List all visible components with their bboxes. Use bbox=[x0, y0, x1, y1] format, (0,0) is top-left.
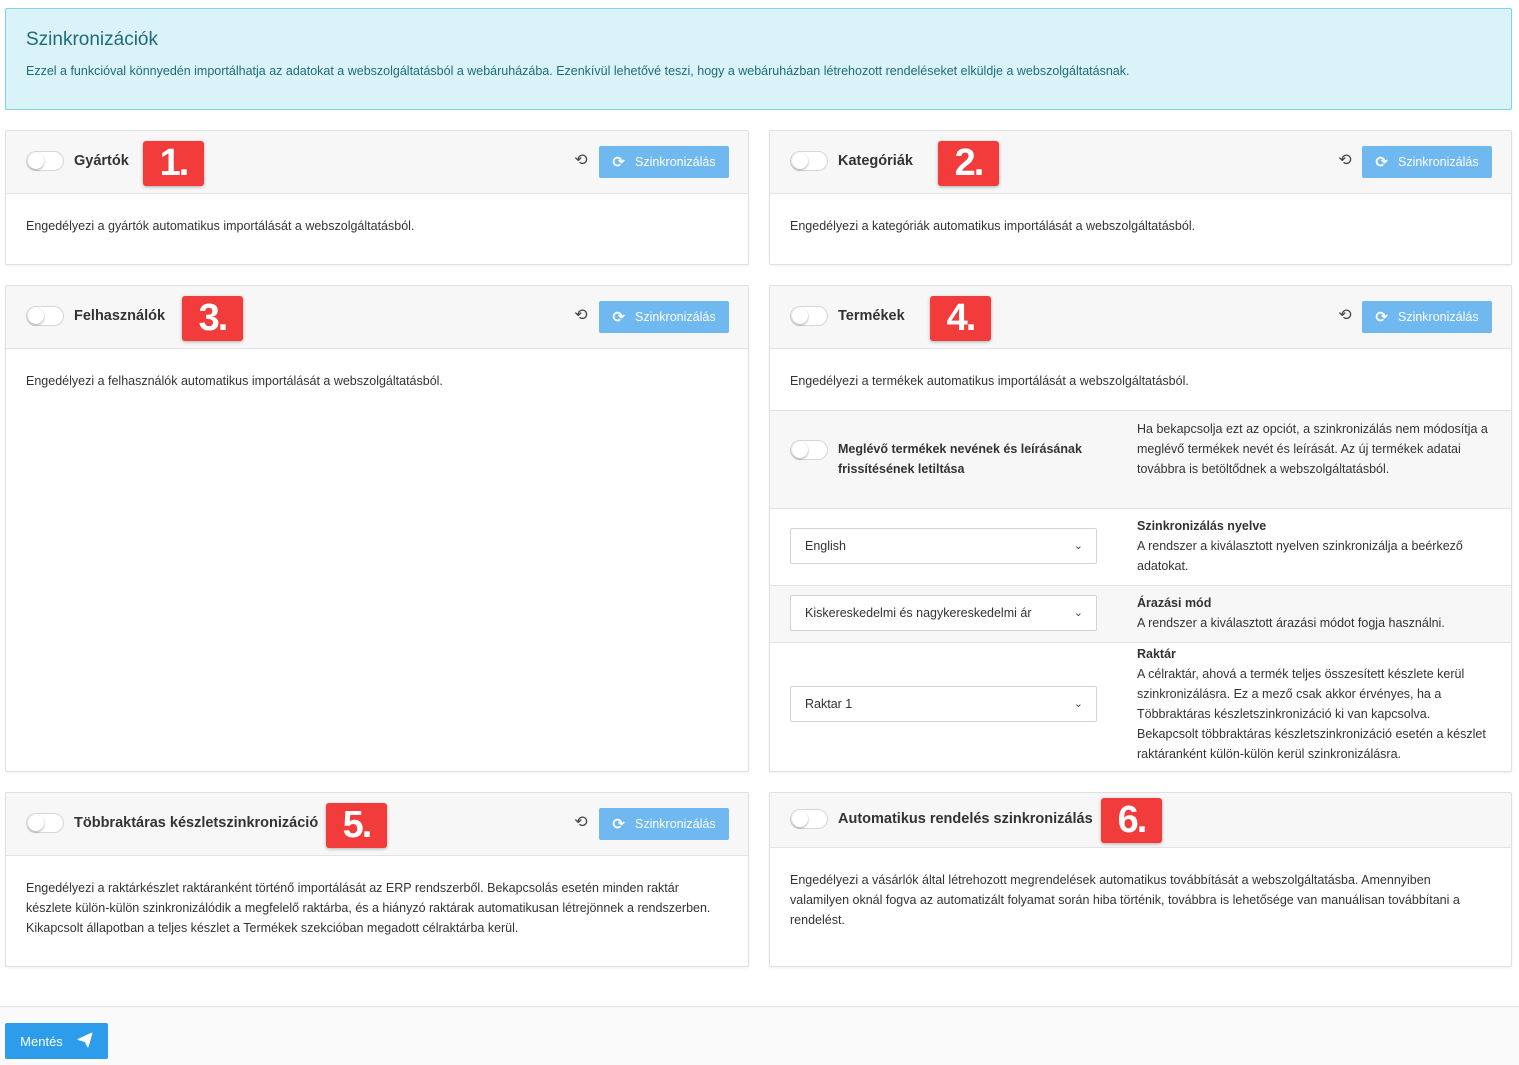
sync-button[interactable] bbox=[599, 146, 729, 178]
card-description: Engedélyezi a gyártók automatikus importálását a webszolgáltatásból. bbox=[26, 219, 415, 233]
card-auto-order bbox=[769, 792, 1512, 967]
card-multi-warehouse bbox=[5, 792, 749, 967]
sync-button-label: Szinkronizálás bbox=[634, 155, 716, 169]
pricing-title: Árazási mód bbox=[1137, 596, 1212, 610]
history-icon[interactable]: ⟲ bbox=[574, 307, 588, 324]
card-title: Termékek bbox=[838, 308, 905, 324]
pricing-select-value: Kiskereskedelmi és nagykereskedelmi ár bbox=[805, 606, 1032, 620]
sync-button[interactable] bbox=[599, 301, 729, 333]
disable-update-toggle[interactable] bbox=[790, 440, 828, 460]
warehouse-title: Raktár bbox=[1137, 647, 1176, 661]
warehouse-select[interactable] bbox=[790, 686, 1097, 722]
card-users bbox=[5, 285, 749, 772]
pricing-help-text: A rendszer a kiválasztott árazási módot fogja használni. bbox=[1137, 616, 1445, 630]
pricing-help bbox=[1137, 593, 1492, 633]
card-products bbox=[769, 285, 1512, 772]
refresh-icon: ⟳ bbox=[1375, 309, 1388, 326]
chevron-down-icon: ⌄ bbox=[1073, 540, 1083, 552]
products-toggle[interactable] bbox=[790, 306, 828, 326]
card-title: Többraktáras készletszinkronizáció bbox=[74, 815, 319, 831]
card-header bbox=[770, 131, 1511, 194]
language-title: Szinkronizálás nyelve bbox=[1137, 519, 1267, 533]
sync-button-label: Szinkronizálás bbox=[1397, 310, 1479, 324]
warehouse-select-value: Raktar 1 bbox=[805, 697, 853, 711]
disable-update-help: Ha bekapcsolja ezt az opciót, a szinkronizálás nem módosítja a meglévő termékek nevét és leírását. Az új termékek adatai továbbra is betöltődnek a webszolgáltatásból. bbox=[1137, 422, 1488, 476]
language-row bbox=[770, 508, 1511, 585]
page-title: Szinkronizációk bbox=[26, 29, 158, 50]
card-description: Engedélyezi a raktárkészlet raktáranként történő importálását az ERP rendszerből. Bekapcsolás esetén minden raktár készlete külön-külön szinkronizálódik a megfelelő raktárba, és a hiányzó raktárak automatikusan létrejönnek a rendszerben. Kikapcsolt állapotban a teljes készlet a Termékek szekcióban megadott célraktárba kerül. bbox=[26, 881, 711, 935]
card-description: Engedélyezi a felhasználók automatikus importálását a webszolgáltatásból. bbox=[26, 374, 443, 388]
save-button[interactable] bbox=[5, 1023, 108, 1059]
info-alert bbox=[5, 8, 1512, 110]
card-manufacturers bbox=[5, 130, 749, 265]
card-title: Kategóriák bbox=[838, 153, 913, 169]
step-badge: 5. bbox=[326, 803, 387, 848]
language-select-value: English bbox=[805, 539, 846, 553]
card-title: Felhasználók bbox=[74, 308, 166, 324]
history-icon[interactable]: ⟲ bbox=[1338, 307, 1352, 324]
step-badge: 3. bbox=[182, 296, 243, 341]
multi-warehouse-toggle[interactable] bbox=[26, 813, 64, 833]
disable-update-label: Meglévő termékek nevének és leírásának frissítésének letiltása bbox=[838, 442, 1082, 476]
card-title: Automatikus rendelés szinkronizálás bbox=[838, 811, 1093, 827]
history-icon[interactable]: ⟲ bbox=[574, 152, 588, 169]
card-header bbox=[6, 793, 748, 856]
warehouse-row bbox=[770, 642, 1511, 772]
card-categories bbox=[769, 130, 1512, 265]
step-badge: 2. bbox=[938, 141, 999, 186]
page-description: Ezzel a funkcióval könnyedén importálhatja az adatokat a webszolgáltatásból a webáruházába. Ezenkívül lehetővé teszi, hogy a webáruházban létrehozott rendeléseket elküldje a webszolgáltatásnak. bbox=[26, 64, 1130, 78]
pricing-select[interactable] bbox=[790, 595, 1097, 631]
refresh-icon: ⟳ bbox=[612, 154, 625, 171]
sync-button-label: Szinkronizálás bbox=[634, 310, 716, 324]
sync-button-label: Szinkronizálás bbox=[1397, 155, 1479, 169]
sync-button-label: Szinkronizálás bbox=[634, 817, 716, 831]
sync-button[interactable] bbox=[599, 808, 729, 840]
card-header bbox=[6, 286, 748, 349]
warehouse-help bbox=[1137, 644, 1492, 764]
save-button-label: Mentés bbox=[20, 1033, 63, 1049]
language-help-text: A rendszer a kiválasztott nyelven szinkronizálja a beérkező adatokat. bbox=[1137, 539, 1463, 573]
step-badge: 4. bbox=[930, 296, 991, 341]
users-toggle[interactable] bbox=[26, 306, 64, 326]
sync-button[interactable] bbox=[1362, 301, 1492, 333]
chevron-down-icon: ⌄ bbox=[1073, 698, 1083, 710]
sync-button[interactable] bbox=[1362, 146, 1492, 178]
card-header bbox=[6, 131, 748, 194]
card-description: Engedélyezi a termékek automatikus importálását a webszolgáltatásból. bbox=[790, 374, 1189, 388]
chevron-down-icon: ⌄ bbox=[1073, 607, 1083, 619]
step-badge: 1. bbox=[143, 141, 204, 186]
card-description: Engedélyezi a kategóriák automatikus importálását a webszolgáltatásból. bbox=[790, 219, 1196, 233]
refresh-icon: ⟳ bbox=[1375, 154, 1388, 171]
card-header bbox=[770, 286, 1511, 349]
pricing-row bbox=[770, 585, 1511, 642]
language-select[interactable] bbox=[790, 528, 1097, 564]
disable-update-row bbox=[770, 410, 1511, 508]
card-header bbox=[770, 793, 1511, 848]
manufacturers-toggle[interactable] bbox=[26, 151, 64, 171]
warehouse-help-text: A célraktár, ahová a termék teljes összesített készlete kerül szinkronizálásra. Ez a mező csak akkor érvényes, ha a Többraktáras készletszinkronizáció ki van kapcsolva. Bekapcsolt többraktáras készletszinkronizáció esetén a készlet raktáranként külön-külön kerül szinkronizálásra. bbox=[1137, 667, 1486, 761]
history-icon[interactable]: ⟲ bbox=[1338, 152, 1352, 169]
language-help bbox=[1137, 516, 1492, 576]
auto-order-toggle[interactable] bbox=[790, 809, 828, 829]
refresh-icon: ⟳ bbox=[612, 816, 625, 833]
history-icon[interactable]: ⟲ bbox=[574, 814, 588, 831]
paper-plane-icon bbox=[77, 1032, 93, 1051]
card-title: Gyártók bbox=[74, 153, 129, 169]
categories-toggle[interactable] bbox=[790, 151, 828, 171]
card-description: Engedélyezi a vásárlók által létrehozott megrendelések automatikus továbbítását a webszolgáltatásba. Amennyiben valamilyen oknál fogva az automatizált folyamat során hiba történik, továbbra is lehetősége van manuálisan továbbítani a rendelést. bbox=[790, 873, 1460, 927]
refresh-icon: ⟳ bbox=[612, 309, 625, 326]
footer-bar bbox=[0, 1006, 1519, 1065]
step-badge: 6. bbox=[1101, 798, 1162, 843]
